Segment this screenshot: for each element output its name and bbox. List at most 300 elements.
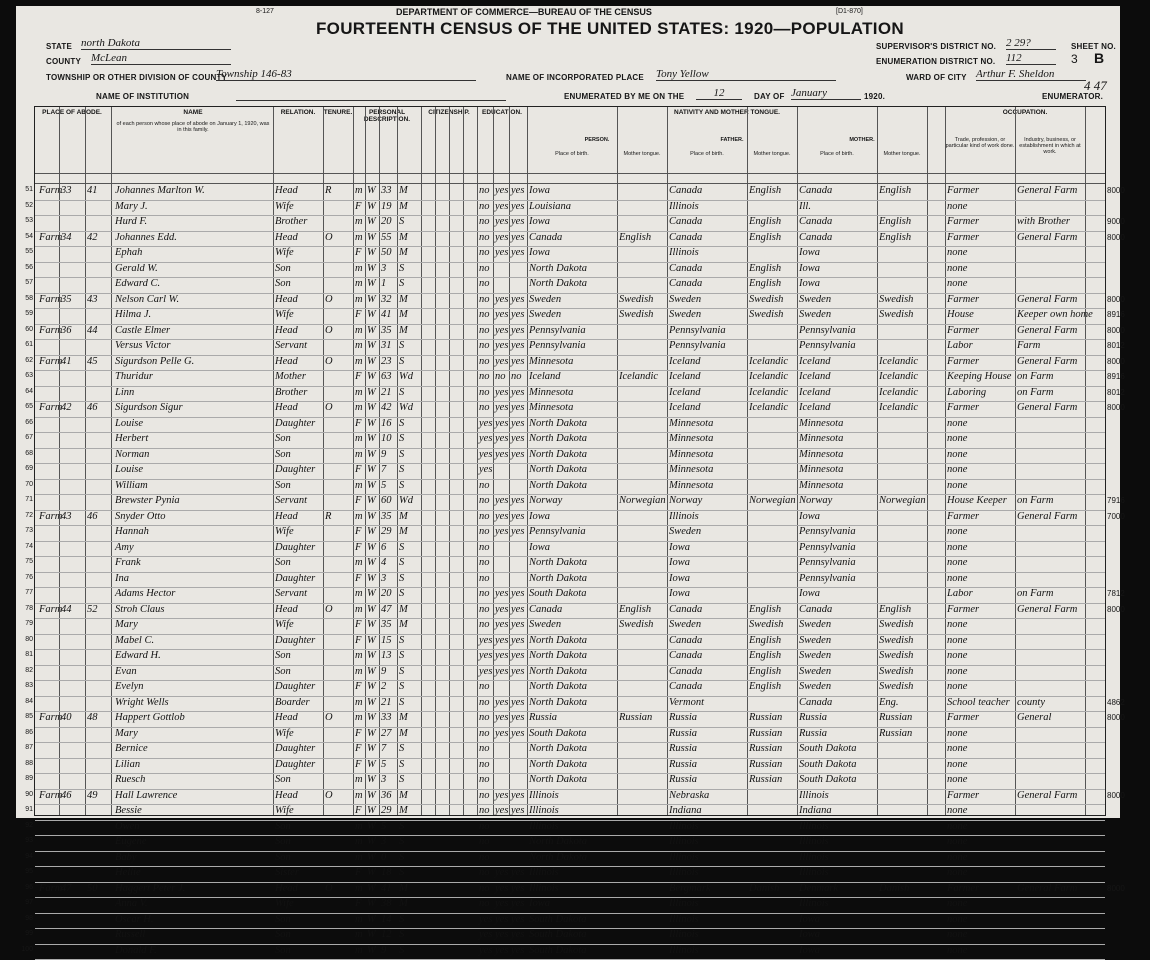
- cell-read: yes: [495, 232, 508, 243]
- cell-age: 5: [381, 759, 396, 770]
- cell-ten: O: [325, 790, 352, 801]
- line-number: 53: [17, 217, 33, 224]
- cell-attend: no: [479, 759, 492, 770]
- group-citizenship: CITIZENSHIP.: [421, 109, 477, 116]
- cell-ms: S: [399, 743, 420, 754]
- cell-trade: Farmer: [947, 185, 1014, 196]
- cell-num: 45: [87, 356, 110, 367]
- cell-fpob: Minnesota: [669, 433, 746, 444]
- cell-num: 48: [87, 712, 110, 723]
- cell-fpob: Illinois: [669, 201, 746, 212]
- cell-sex: F: [355, 898, 364, 909]
- cell-ftong: Swedish: [619, 294, 666, 305]
- cell-fpob: Illinois: [669, 247, 746, 258]
- cell-sex: F: [355, 573, 364, 584]
- table-row: [35, 277, 1105, 294]
- line-number: 51: [17, 186, 33, 193]
- cell-sex: F: [355, 681, 364, 692]
- cell-name: Hannah: [115, 526, 272, 537]
- cell-ten: O: [325, 294, 352, 305]
- cell-rel: Son: [275, 774, 322, 785]
- table-row: [35, 634, 1105, 651]
- cell-ind: General Farm: [1017, 604, 1084, 615]
- cell-color: W: [367, 402, 378, 413]
- cell-pob: South Dakota: [529, 914, 616, 925]
- cell-name: Brewster Pynia: [115, 495, 272, 506]
- cell-age: 5: [381, 821, 396, 832]
- line-number: 85: [17, 713, 33, 720]
- cell-rel: Son: [275, 821, 322, 832]
- cell-color: W: [367, 759, 378, 770]
- cell-fpob: Illinois: [669, 898, 746, 909]
- cell-rel: Son: [275, 836, 322, 847]
- cell-rel: Sister: [275, 867, 322, 878]
- cell-attend: no: [479, 387, 492, 398]
- cell-write: yes: [511, 309, 526, 320]
- occupation-code: 4862: [1107, 698, 1137, 707]
- cell-age: 41: [381, 883, 396, 894]
- cell-fpob: Illinois: [669, 836, 746, 847]
- cell-rel: Son: [275, 852, 322, 863]
- cell-sex: m: [355, 433, 364, 444]
- cell-color: W: [367, 449, 378, 460]
- cell-fpob: Iceland: [669, 356, 746, 367]
- cell-color: W: [367, 464, 378, 475]
- cell-trade: none: [947, 247, 1014, 258]
- cell-color: W: [367, 480, 378, 491]
- cell-write: yes: [511, 728, 526, 739]
- cell-pob: South Dakota: [529, 929, 616, 940]
- cell-dw: Farm: [39, 712, 58, 723]
- cell-fmt: Icelandic: [749, 402, 796, 413]
- line-number: 87: [17, 744, 33, 751]
- line-number: 57: [17, 279, 33, 286]
- cell-trade: none: [947, 650, 1014, 661]
- cell-rel: Son: [275, 278, 322, 289]
- cell-dw: Farm: [39, 883, 58, 894]
- line-number: 69: [17, 465, 33, 472]
- table-row: [35, 401, 1105, 418]
- cell-ms: S: [399, 480, 420, 491]
- cell-ftong: Icelandic: [619, 371, 666, 382]
- cell-ms: S: [399, 759, 420, 770]
- cell-trade: none: [947, 263, 1014, 274]
- cell-pob: North Dakota: [529, 278, 616, 289]
- cell-sex: m: [355, 697, 364, 708]
- cell-color: W: [367, 728, 378, 739]
- cell-age: 21: [381, 387, 396, 398]
- cell-dw: Farm: [39, 325, 58, 336]
- cell-sex: m: [355, 883, 364, 894]
- cell-sex: m: [355, 449, 364, 460]
- cell-pob: North Dakota: [529, 573, 616, 584]
- cell-read: yes: [495, 309, 508, 320]
- enumerated-month: January: [791, 87, 861, 100]
- cell-trade: none: [947, 619, 1014, 630]
- cell-ind: General Farm: [1017, 511, 1084, 522]
- cell-color: W: [367, 340, 378, 351]
- cell-name: Johannes Marlton W.: [115, 185, 272, 196]
- cell-pob: Illinois: [529, 883, 616, 894]
- line-number: 99: [17, 930, 33, 937]
- line-number: 81: [17, 651, 33, 658]
- line-number: 59: [17, 310, 33, 317]
- cell-name: Eugene: [115, 836, 272, 847]
- cell-mmt: Swedish: [879, 650, 926, 661]
- cell-read: yes: [495, 867, 508, 878]
- supervisor-label: SUPERVISOR'S DISTRICT NO.: [876, 42, 996, 51]
- cell-attend: no: [479, 743, 492, 754]
- cell-write: yes: [511, 185, 526, 196]
- cell-trade: House: [947, 309, 1014, 320]
- cell-mpob: Iceland: [799, 371, 876, 382]
- cell-age: 9: [381, 666, 396, 677]
- group-nativity: NATIVITY AND MOTHER TONGUE.: [527, 109, 927, 116]
- cell-pob: Iowa: [529, 511, 616, 522]
- cell-ten: O: [325, 402, 352, 413]
- cell-age: 15: [381, 635, 396, 646]
- cell-name: Baby: [115, 852, 272, 863]
- cell-sex: F: [355, 495, 364, 506]
- occupation-code: 8000: [1107, 295, 1137, 304]
- cell-mmt: Russian: [879, 712, 926, 723]
- cell-write: yes: [511, 511, 526, 522]
- cell-color: W: [367, 185, 378, 196]
- cell-read: yes: [495, 805, 508, 816]
- cell-trade: none: [947, 666, 1014, 677]
- cell-trade: Labor: [947, 588, 1014, 599]
- father-pob-head: Place of birth.: [667, 151, 747, 157]
- cell-mmt: Swedish: [879, 294, 926, 305]
- cell-age: 3: [381, 263, 396, 274]
- margin-number: 4 47: [1084, 78, 1107, 94]
- cell-ms: M: [399, 232, 420, 243]
- cell-write: yes: [511, 232, 526, 243]
- cell-trade: none: [947, 759, 1014, 770]
- cell-color: W: [367, 278, 378, 289]
- cell-trade: none: [947, 929, 1014, 940]
- cell-rel: Wife: [275, 526, 322, 537]
- cell-pob: Iowa: [529, 898, 616, 909]
- occupation-code: 8012: [1107, 341, 1137, 350]
- cell-pob: North Dakota: [529, 449, 616, 460]
- cell-write: yes: [511, 294, 526, 305]
- cell-ms: M: [399, 898, 420, 909]
- occupation-code: 8000: [1107, 357, 1137, 366]
- cell-mpob: Iowa: [799, 247, 876, 258]
- line-number: 94: [17, 853, 33, 860]
- cell-write: yes: [511, 945, 526, 956]
- cell-attend: no: [479, 294, 492, 305]
- cell-ms: M: [399, 309, 420, 320]
- enumerator-label: ENUMERATOR.: [1042, 92, 1103, 101]
- cell-color: W: [367, 201, 378, 212]
- cell-rel: Head: [275, 356, 322, 367]
- cell-ms: S: [399, 635, 420, 646]
- cell-rel: Daughter: [275, 681, 322, 692]
- cell-sex: F: [355, 247, 364, 258]
- table-row: [35, 603, 1105, 620]
- cell-fpob: Illinois: [669, 867, 746, 878]
- cell-read: yes: [495, 418, 508, 429]
- cell-color: W: [367, 743, 378, 754]
- cell-color: W: [367, 666, 378, 677]
- cell-trade: none: [947, 774, 1014, 785]
- cell-mpob: Sweden: [799, 309, 876, 320]
- line-number: 93: [17, 837, 33, 844]
- cell-mpob: Sweden: [799, 681, 876, 692]
- cell-fmt: English: [749, 681, 796, 692]
- cell-fam: 43: [61, 511, 84, 522]
- cell-num: 43: [87, 294, 110, 305]
- cell-sex: F: [355, 743, 364, 754]
- cell-fpob: Illinois: [669, 914, 746, 925]
- cell-rel: Daughter: [275, 418, 322, 429]
- cell-color: W: [367, 914, 378, 925]
- cell-fmt: Russian: [749, 774, 796, 785]
- table-row: [35, 680, 1105, 697]
- cell-fam: 36: [61, 325, 84, 336]
- cell-fam: 41: [61, 356, 84, 367]
- cell-num: 46: [87, 402, 110, 413]
- cell-sex: m: [355, 712, 364, 723]
- cell-write: yes: [511, 650, 526, 661]
- cell-attend: no: [479, 604, 492, 615]
- table-row: [35, 758, 1105, 775]
- cell-ind: General Farm: [1017, 232, 1084, 243]
- cell-age: 36: [381, 790, 396, 801]
- cell-mmt: Swedish: [879, 666, 926, 677]
- cell-write: yes: [511, 216, 526, 227]
- cell-fpob: Canada: [669, 232, 746, 243]
- cell-age: 13: [381, 650, 396, 661]
- cell-write: yes: [511, 325, 526, 336]
- line-number: 75: [17, 558, 33, 565]
- form-number: 8-127: [256, 8, 274, 15]
- cell-attend: no: [479, 588, 492, 599]
- enumeration-label: ENUMERATION DISTRICT NO.: [876, 57, 995, 66]
- cell-ind: General Farm: [1017, 790, 1084, 801]
- cell-ten: O: [325, 712, 352, 723]
- cell-ms: S: [399, 557, 420, 568]
- cell-ind: General Farm: [1017, 325, 1084, 336]
- cell-mpob: Sweden: [799, 635, 876, 646]
- occupation-code: 7916: [1107, 496, 1137, 505]
- cell-name: Edward H.: [115, 650, 272, 661]
- cell-dw: Farm: [39, 232, 58, 243]
- cell-read: yes: [495, 604, 508, 615]
- cell-color: W: [367, 898, 378, 909]
- cell-trade: none: [947, 418, 1014, 429]
- table-row: [35, 479, 1105, 496]
- cell-age: 38: [381, 898, 396, 909]
- cell-age: 6: [381, 542, 396, 553]
- cell-color: W: [367, 945, 378, 956]
- table-row: [35, 541, 1105, 558]
- cell-color: W: [367, 309, 378, 320]
- occupation-code: 8000: [1107, 605, 1137, 614]
- cell-fpob: Canada: [669, 681, 746, 692]
- sheet-label: SHEET NO.: [1071, 42, 1116, 51]
- cell-num: 52: [87, 604, 110, 615]
- cell-name: Johannes Edd.: [115, 232, 272, 243]
- cell-rel: Son: [275, 945, 322, 956]
- cell-ind: General Farm: [1017, 883, 1084, 894]
- cell-mpob: Canada: [799, 604, 876, 615]
- cell-trade: Farmer: [947, 325, 1014, 336]
- cell-num: 41: [87, 185, 110, 196]
- state-label: STATE: [46, 42, 72, 51]
- cell-name: Herbert: [115, 433, 272, 444]
- cell-sex: F: [355, 201, 364, 212]
- cell-write: yes: [511, 635, 526, 646]
- cell-pob: Illinois: [529, 805, 616, 816]
- cell-name: Nelson Carl W.: [115, 294, 272, 305]
- cell-read: yes: [495, 790, 508, 801]
- line-number: 71: [17, 496, 33, 503]
- cell-read: yes: [495, 495, 508, 506]
- cell-dw: Farm: [39, 511, 58, 522]
- cell-ten: O: [325, 356, 352, 367]
- cell-ms: M: [399, 325, 420, 336]
- cell-color: W: [367, 883, 378, 894]
- cell-ten: R: [325, 185, 352, 196]
- cell-pob: North Dakota: [529, 650, 616, 661]
- line-number: 98: [17, 915, 33, 922]
- cell-mpob: Russia: [799, 728, 876, 739]
- cell-pob: Pennsylvania: [529, 325, 616, 336]
- cell-sex: F: [355, 542, 364, 553]
- cell-sex: m: [355, 480, 364, 491]
- cell-fpob: Minnesota: [669, 480, 746, 491]
- cell-ms: M: [399, 712, 420, 723]
- cell-rel: Daughter: [275, 573, 322, 584]
- cell-sex: m: [355, 604, 364, 615]
- cell-age: 7: [381, 743, 396, 754]
- cell-pob: North Dakota: [529, 697, 616, 708]
- cell-ms: M: [399, 247, 420, 258]
- cell-fam: 34: [61, 232, 84, 243]
- cell-color: W: [367, 294, 378, 305]
- line-number: 84: [17, 698, 33, 705]
- line-number: 96: [17, 884, 33, 891]
- cell-dw: Farm: [39, 790, 58, 801]
- cell-attend: no: [479, 821, 492, 832]
- cell-write: yes: [511, 898, 526, 909]
- enumerated-day: 12: [696, 87, 742, 100]
- cell-ind: Farm: [1017, 340, 1084, 351]
- cell-num: 44: [87, 325, 110, 336]
- cell-sex: m: [355, 588, 364, 599]
- cell-name: Sigurdson Pelle G.: [115, 356, 272, 367]
- cell-rel: Son: [275, 666, 322, 677]
- cell-name: Bernice: [115, 743, 272, 754]
- cell-ind: General Farm: [1017, 294, 1084, 305]
- cell-trade: none: [947, 836, 1014, 847]
- table-row: [35, 773, 1105, 790]
- cell-age: 0: [381, 852, 396, 863]
- mother-tongue-head: Mother tongue.: [877, 151, 927, 157]
- cell-age: 32: [381, 294, 396, 305]
- cell-pob: Illinois: [529, 790, 616, 801]
- cell-attend: yes: [479, 635, 492, 646]
- cell-mpob: Illinois: [799, 852, 876, 863]
- cell-rel: Head: [275, 790, 322, 801]
- cell-fpob: Indiana: [669, 805, 746, 816]
- cell-read: yes: [495, 619, 508, 630]
- table-row: [35, 510, 1105, 527]
- cell-attend: no: [479, 278, 492, 289]
- line-number: 92: [17, 822, 33, 829]
- cell-write: yes: [511, 495, 526, 506]
- cell-mpob: Sweden: [799, 619, 876, 630]
- cell-ms: S: [399, 836, 420, 847]
- cell-sex: m: [355, 294, 364, 305]
- cell-sex: m: [355, 278, 364, 289]
- cell-ms: M: [399, 294, 420, 305]
- cell-ms: M: [399, 805, 420, 816]
- cell-trade: Keeping House: [947, 371, 1014, 382]
- cell-name: Owen: [115, 821, 272, 832]
- cell-write: yes: [511, 883, 526, 894]
- table-row: [35, 649, 1105, 666]
- table-row: [35, 370, 1105, 387]
- cell-name: Wright Wells: [115, 697, 272, 708]
- line-number: 77: [17, 589, 33, 596]
- cell-ms: S: [399, 464, 420, 475]
- cell-name: Anna V.: [115, 898, 272, 909]
- cell-mpob: Minnesota: [799, 433, 876, 444]
- line-number: 70: [17, 481, 33, 488]
- cell-trade: none: [947, 573, 1014, 584]
- cell-attend: yes: [479, 464, 492, 475]
- cell-mpob: Sweden: [799, 650, 876, 661]
- cell-ms: S: [399, 449, 420, 460]
- cell-name: Versus Victor: [115, 340, 272, 351]
- cell-fmt: English: [749, 216, 796, 227]
- cell-mpob: Iowa: [799, 278, 876, 289]
- cell-name: Adams Hector: [115, 588, 272, 599]
- cell-name: Mary: [115, 728, 272, 739]
- cell-ftong: Swedish: [619, 309, 666, 320]
- cell-ms: S: [399, 340, 420, 351]
- cell-age: 3: [381, 836, 396, 847]
- cell-attend: no: [479, 263, 492, 274]
- cell-name: Evelyn: [115, 681, 272, 692]
- cell-name: Gerald W.: [115, 263, 272, 274]
- cell-fpob: Illinois: [669, 821, 746, 832]
- cell-age: 33: [381, 185, 396, 196]
- cell-trade: none: [947, 914, 1014, 925]
- cell-write: yes: [511, 867, 526, 878]
- cell-mmt: Icelandic: [879, 356, 926, 367]
- cell-write: yes: [511, 449, 526, 460]
- cell-trade: Farmer: [947, 356, 1014, 367]
- cell-fpob: Canada: [669, 666, 746, 677]
- cell-sex: F: [355, 526, 364, 537]
- cell-rel: Son: [275, 914, 322, 925]
- cell-rel: Head: [275, 325, 322, 336]
- cell-fpob: Illinois: [669, 945, 746, 956]
- cell-trade: none: [947, 526, 1014, 537]
- cell-ind: on Farm: [1017, 387, 1084, 398]
- table-row: [35, 866, 1105, 883]
- cell-name: Hurd F.: [115, 216, 272, 227]
- cell-dw: Farm: [39, 185, 58, 196]
- cell-attend: no: [479, 495, 492, 506]
- cell-rel: Daughter: [275, 635, 322, 646]
- cell-fpob: Russia: [669, 743, 746, 754]
